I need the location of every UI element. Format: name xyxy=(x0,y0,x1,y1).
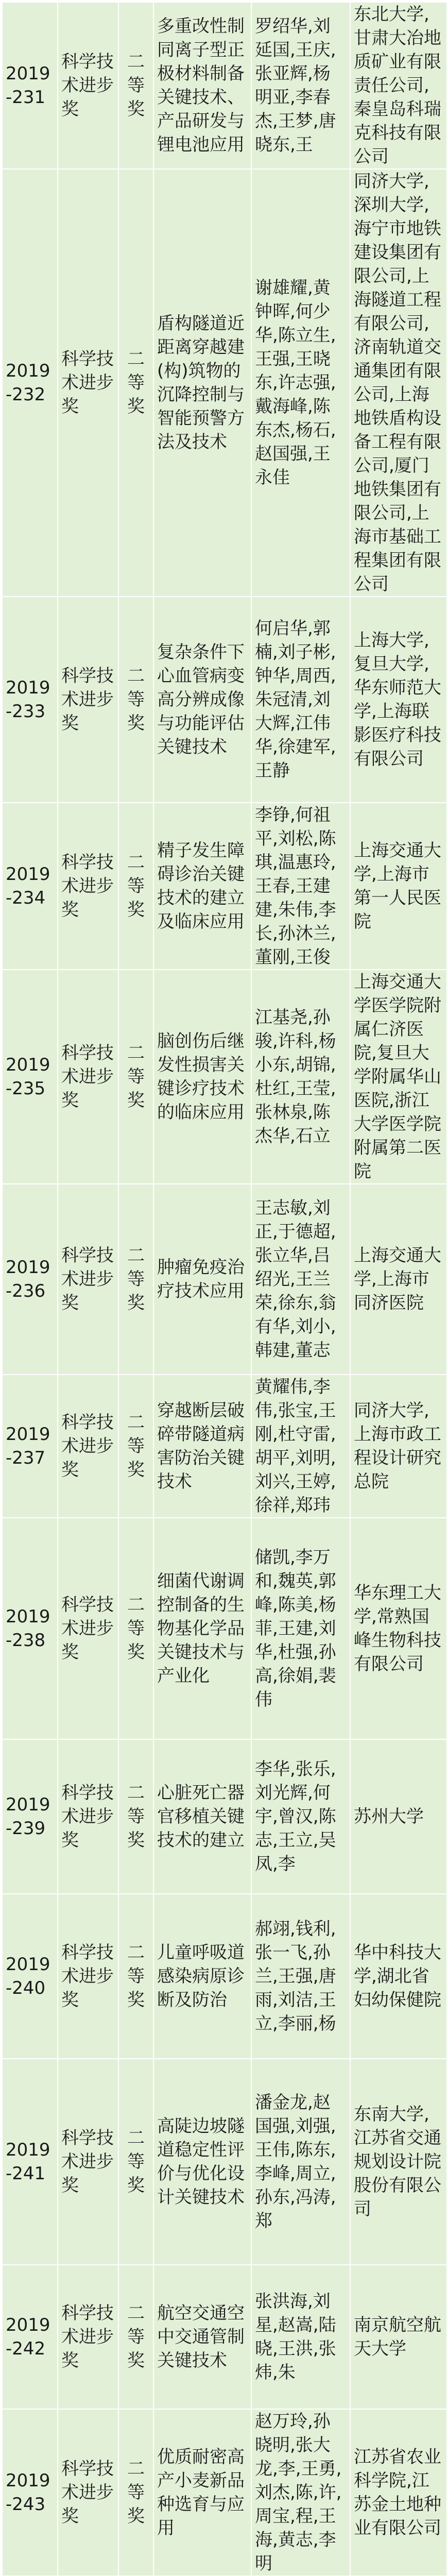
contributors-cell: 储凯,李万和,魏英,郭峰,陈美,杨菲,王建,刘华,杜强,孙高,徐娟,裴伟 xyxy=(251,1518,350,1739)
award-category-cell: 科学技术进步奖 xyxy=(58,1894,118,2059)
table-row xyxy=(2,1518,447,1739)
award-number-cell: 2019-243 xyxy=(2,2409,58,2576)
award-number-cell: 2019-236 xyxy=(2,1184,58,1375)
award-number-cell: 2019-235 xyxy=(2,970,58,1184)
project-name-cell: 航空交通空中交通管制关键技术 xyxy=(153,2265,251,2409)
project-name-cell: 优质耐密高产小麦新品种选育与应用 xyxy=(153,2409,251,2576)
awards-table xyxy=(2,2,447,2576)
contributors-cell: 罗绍华,刘延国,王庆,张亚辉,杨明亚,李春杰,王梦,唐晓东,王 xyxy=(251,2,350,169)
award-grade-cell: 二等奖 xyxy=(118,803,153,970)
table-row xyxy=(2,2059,447,2265)
organizations-cell: 南京航空航天大学 xyxy=(350,2265,447,2409)
award-category-cell: 科学技术进步奖 xyxy=(58,597,118,803)
contributors-cell: 黄耀伟,李伟,张宝,王刚,杜守雷,胡平,刘明,刘兴,王婷,徐祥,郑玮 xyxy=(251,1375,350,1518)
table-row xyxy=(2,1184,447,1375)
award-grade-cell: 二等奖 xyxy=(118,2059,153,2265)
award-category-cell: 科学技术进步奖 xyxy=(58,1184,118,1375)
award-number-cell: 2019-242 xyxy=(2,2265,58,2409)
project-name-cell: 儿童呼吸道感染病原诊断及防治 xyxy=(153,1894,251,2059)
organizations-cell: 同济大学,上海市政工程设计研究总院 xyxy=(350,1375,447,1518)
project-name-cell: 盾构隧道近距离穿越建(构)筑物的沉降控制与智能预警方法及技术 xyxy=(153,169,251,597)
award-category-cell: 科学技术进步奖 xyxy=(58,803,118,970)
award-grade-cell: 二等奖 xyxy=(118,597,153,803)
award-category-cell: 科学技术进步奖 xyxy=(58,970,118,1184)
table-row xyxy=(2,1375,447,1518)
award-number-cell: 2019-231 xyxy=(2,2,58,169)
project-name-cell: 脑创伤后继发性损害关键诊疗技术的临床应用 xyxy=(153,970,251,1184)
project-name-cell: 多重改性制同离子型正极材料制备关键技术、产品研发与锂电池应用 xyxy=(153,2,251,169)
contributors-cell: 谢雄耀,黄钟晖,何少华,陈立生,王强,王晓东,许志强,戴海峰,陈东杰,杨石,赵国强,王永佳 xyxy=(251,169,350,597)
award-number-cell: 2019-233 xyxy=(2,597,58,803)
award-category-cell: 科学技术进步奖 xyxy=(58,2059,118,2265)
table-row xyxy=(2,2409,447,2576)
table-row xyxy=(2,2265,447,2409)
table-row xyxy=(2,2,447,169)
organizations-cell: 上海交通大学,上海市同济医院 xyxy=(350,1184,447,1375)
project-name-cell: 心脏死亡器官移植关键技术的建立 xyxy=(153,1739,251,1894)
organizations-cell: 东南大学,江苏省交通规划设计院股份有限公司 xyxy=(350,2059,447,2265)
award-grade-cell: 二等奖 xyxy=(118,2409,153,2576)
organizations-cell: 苏州大学 xyxy=(350,1739,447,1894)
contributors-cell: 潘金龙,赵国强,刘强,王伟,陈东,李峰,周立,孙东,冯涛,郑 xyxy=(251,2059,350,2265)
award-number-cell: 2019-239 xyxy=(2,1739,58,1894)
contributors-cell: 何启华,郭楠,刘子彬,钟华,周西,朱冠清,刘大辉,江伟华,徐建军,王静 xyxy=(251,597,350,803)
organizations-cell: 华东理工大学,常熟国峰生物科技有限公司 xyxy=(350,1518,447,1739)
project-name-cell: 复杂条件下心血管病变高分辨成像与功能评估关键技术 xyxy=(153,597,251,803)
project-name-cell: 肿瘤免疫治疗技术应用 xyxy=(153,1184,251,1375)
award-number-cell: 2019-241 xyxy=(2,2059,58,2265)
award-number-cell: 2019-238 xyxy=(2,1518,58,1739)
award-category-cell: 科学技术进步奖 xyxy=(58,2409,118,2576)
award-category-cell: 科学技术进步奖 xyxy=(58,1518,118,1739)
award-number-cell: 2019-237 xyxy=(2,1375,58,1518)
organizations-cell: 华中科技大学,湖北省妇幼保健院 xyxy=(350,1894,447,2059)
contributors-cell: 王志敏,刘正,于德超,张立华,吕绍光,王兰荣,徐东,翁有华,刘小,韩建,董志 xyxy=(251,1184,350,1375)
award-number-cell: 2019-234 xyxy=(2,803,58,970)
table-row xyxy=(2,1739,447,1894)
organizations-cell: 上海交通大学,上海市第一人民医院 xyxy=(350,803,447,970)
contributors-cell: 赵万玲,孙晓明,张大龙,李,王勇,刘杰,陈,许,周宝,程,王海,黄志,李明 xyxy=(251,2409,350,2576)
organizations-cell: 东北大学,甘肃大冶地质矿业有限责任公司,秦皇岛科瑞克科技有限公司 xyxy=(350,2,447,169)
award-number-cell: 2019-232 xyxy=(2,169,58,597)
award-grade-cell: 二等奖 xyxy=(118,2265,153,2409)
contributors-cell: 李华,张乐,刘光辉,何宇,曾汉,陈志,王立,吴凤,李 xyxy=(251,1739,350,1894)
project-name-cell: 精子发生障碍诊治关键技术的建立及临床应用 xyxy=(153,803,251,970)
project-name-cell: 高陡边坡隧道稳定性评价与优化设计关键技术 xyxy=(153,2059,251,2265)
organizations-cell: 同济大学,深圳大学,海宁市地铁建设集团有限公司,上海隧道工程有限公司,济南轨道交通集团有限公司,上海地铁盾构设备工程有限公司,厦门地铁集团有限公司,上海市基础工程集团有限公司 xyxy=(350,169,447,597)
award-grade-cell: 二等奖 xyxy=(118,970,153,1184)
award-grade-cell: 二等奖 xyxy=(118,1184,153,1375)
table-row xyxy=(2,597,447,803)
contributors-cell: 张洪海,刘星,赵嵩,陆晓,王洪,张炜,朱 xyxy=(251,2265,350,2409)
contributors-cell: 李铮,何祖平,刘松,陈琪,温惠玲,王春,王建建,朱伟,李长,孙沐兰,董刚,王俊 xyxy=(251,803,350,970)
award-grade-cell: 二等奖 xyxy=(118,2,153,169)
project-name-cell: 穿越断层破碎带隧道病害防治关键技术 xyxy=(153,1375,251,1518)
organizations-cell: 上海大学,复旦大学,华东师范大学,上海联影医疗科技有限公司 xyxy=(350,597,447,803)
awards-table-body xyxy=(2,2,447,2576)
table-row xyxy=(2,1894,447,2059)
contributors-cell: 郝翊,钱利,张一飞,孙兰,王强,唐雨,刘洁,王立,李丽,杨 xyxy=(251,1894,350,2059)
award-category-cell: 科学技术进步奖 xyxy=(58,1739,118,1894)
project-name-cell: 细菌代谢调控制备的生物基化学品关键技术与产业化 xyxy=(153,1518,251,1739)
organizations-cell: 江苏省农业科学院,江苏金土地种业有限公司 xyxy=(350,2409,447,2576)
table-row xyxy=(2,169,447,597)
award-category-cell: 科学技术进步奖 xyxy=(58,2,118,169)
organizations-cell: 上海交通大学医学院附属仁济医院,复旦大学附属华山医院,浙江大学医学院附属第二医院 xyxy=(350,970,447,1184)
award-grade-cell: 二等奖 xyxy=(118,169,153,597)
award-grade-cell: 二等奖 xyxy=(118,1739,153,1894)
award-category-cell: 科学技术进步奖 xyxy=(58,1375,118,1518)
award-grade-cell: 二等奖 xyxy=(118,1375,153,1518)
award-grade-cell: 二等奖 xyxy=(118,1518,153,1739)
table-row xyxy=(2,970,447,1184)
award-number-cell: 2019-240 xyxy=(2,1894,58,2059)
award-grade-cell: 二等奖 xyxy=(118,1894,153,2059)
award-category-cell: 科学技术进步奖 xyxy=(58,2265,118,2409)
contributors-cell: 江基尧,孙骏,许科,杨小东,胡锦,杜红,王莹,张林泉,陈杰华,石立 xyxy=(251,970,350,1184)
table-row xyxy=(2,803,447,970)
award-category-cell: 科学技术进步奖 xyxy=(58,169,118,597)
